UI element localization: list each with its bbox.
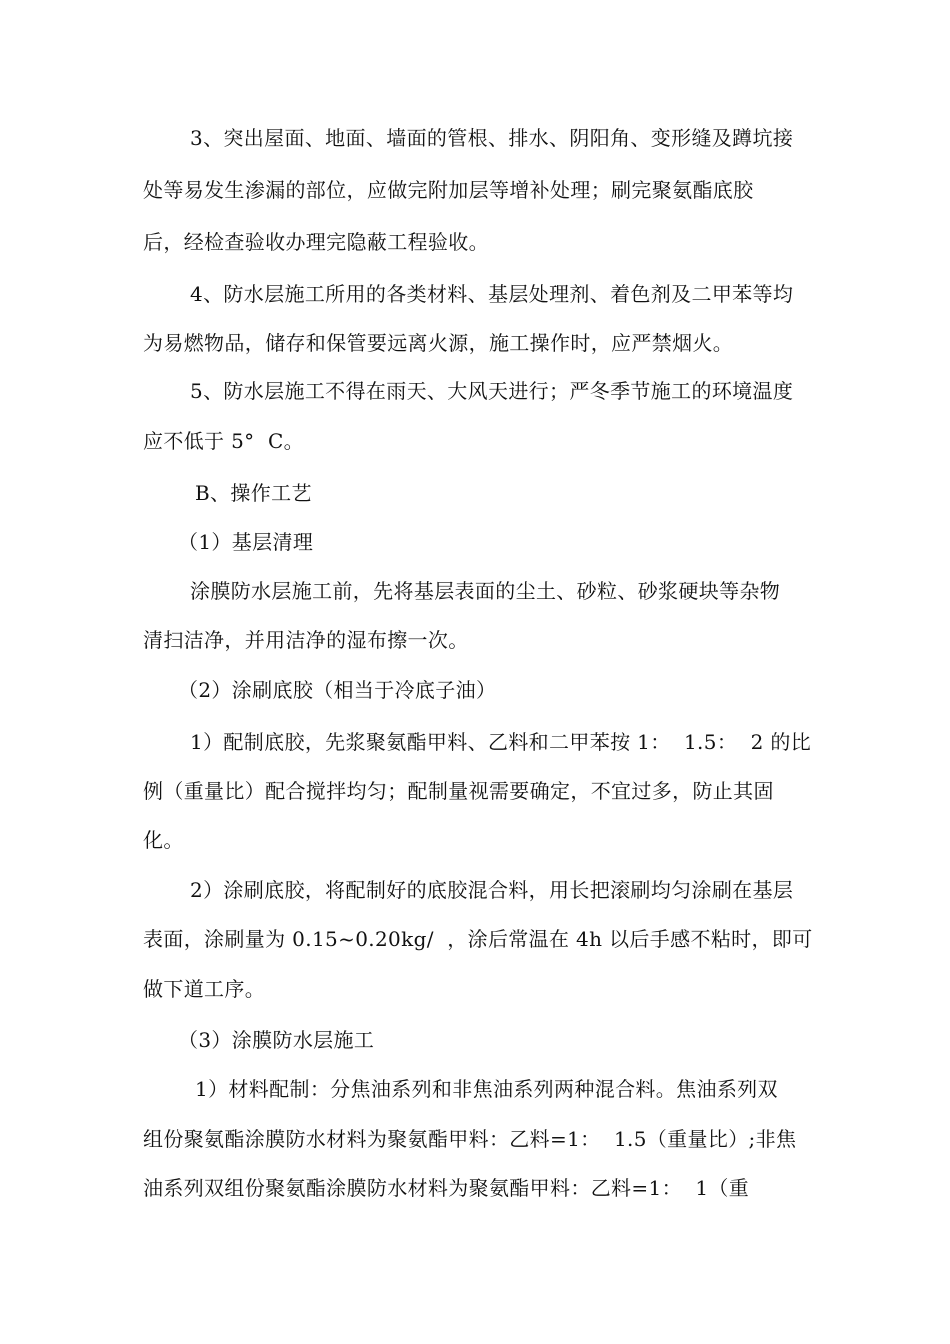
- text-line-15: 做下道工序。: [143, 977, 266, 1001]
- section-heading-b: B、操作工艺: [195, 481, 312, 505]
- text-line-6: 5、防水层施工不得在雨天、大风天进行；严冬季节施工的环境温度: [190, 379, 794, 403]
- text-line-10: 1）配制底胶，先浆聚氨酯甲料、乙料和二甲苯按 1： 1.5： 2 的比: [190, 730, 812, 754]
- text-line-2: 处等易发生渗漏的部位，应做完附加层等增补处理；刷完聚氨酯底胶: [143, 178, 754, 202]
- text-line-7: 应不低于 5° C。: [143, 429, 304, 453]
- text-line-13: 2）涂刷底胶，将配制好的底胶混合料，用长把滚刷均匀涂刷在基层: [190, 878, 794, 902]
- text-line-14: 表面，涂刷量为 0.15~0.20kg/ ，涂后常温在 4h 以后手感不粘时，即可: [143, 927, 813, 951]
- text-line-5: 为易燃物品，储存和保管要远离火源，施工操作时，应严禁烟火。: [143, 331, 734, 355]
- subheading-1: （1）基层清理: [178, 530, 314, 554]
- text-line-18: 油系列双组份聚氨酯涂膜防水材料为聚氨酯甲料：乙料=1： 1（重: [143, 1176, 750, 1200]
- text-line-17: 组份聚氨酯涂膜防水材料为聚氨酯甲料：乙料=1： 1.5（重量比）;非焦: [143, 1127, 797, 1151]
- subheading-3: （3）涂膜防水层施工: [178, 1028, 375, 1052]
- text-line-9: 清扫洁净，并用洁净的湿布擦一次。: [143, 628, 469, 652]
- subheading-2: （2）涂刷底胶（相当于冷底子油）: [178, 678, 497, 702]
- text-line-1: 3、突出屋面、地面、墙面的管根、排水、阴阳角、变形缝及蹲坑接: [190, 126, 794, 150]
- text-line-4: 4、防水层施工所用的各类材料、基层处理剂、着色剂及二甲苯等均: [190, 282, 794, 306]
- text-line-12: 化。: [143, 828, 184, 852]
- text-line-8: 涂膜防水层施工前，先将基层表面的尘土、砂粒、砂浆硬块等杂物: [190, 579, 781, 603]
- text-line-3: 后，经检查验收办理完隐蔽工程验收。: [143, 230, 489, 254]
- text-line-11: 例（重量比）配合搅拌均匀；配制量视需要确定，不宜过多，防止其固: [143, 779, 774, 803]
- text-line-16: 1）材料配制：分焦油系列和非焦油系列两种混合料。焦油系列双: [195, 1077, 778, 1101]
